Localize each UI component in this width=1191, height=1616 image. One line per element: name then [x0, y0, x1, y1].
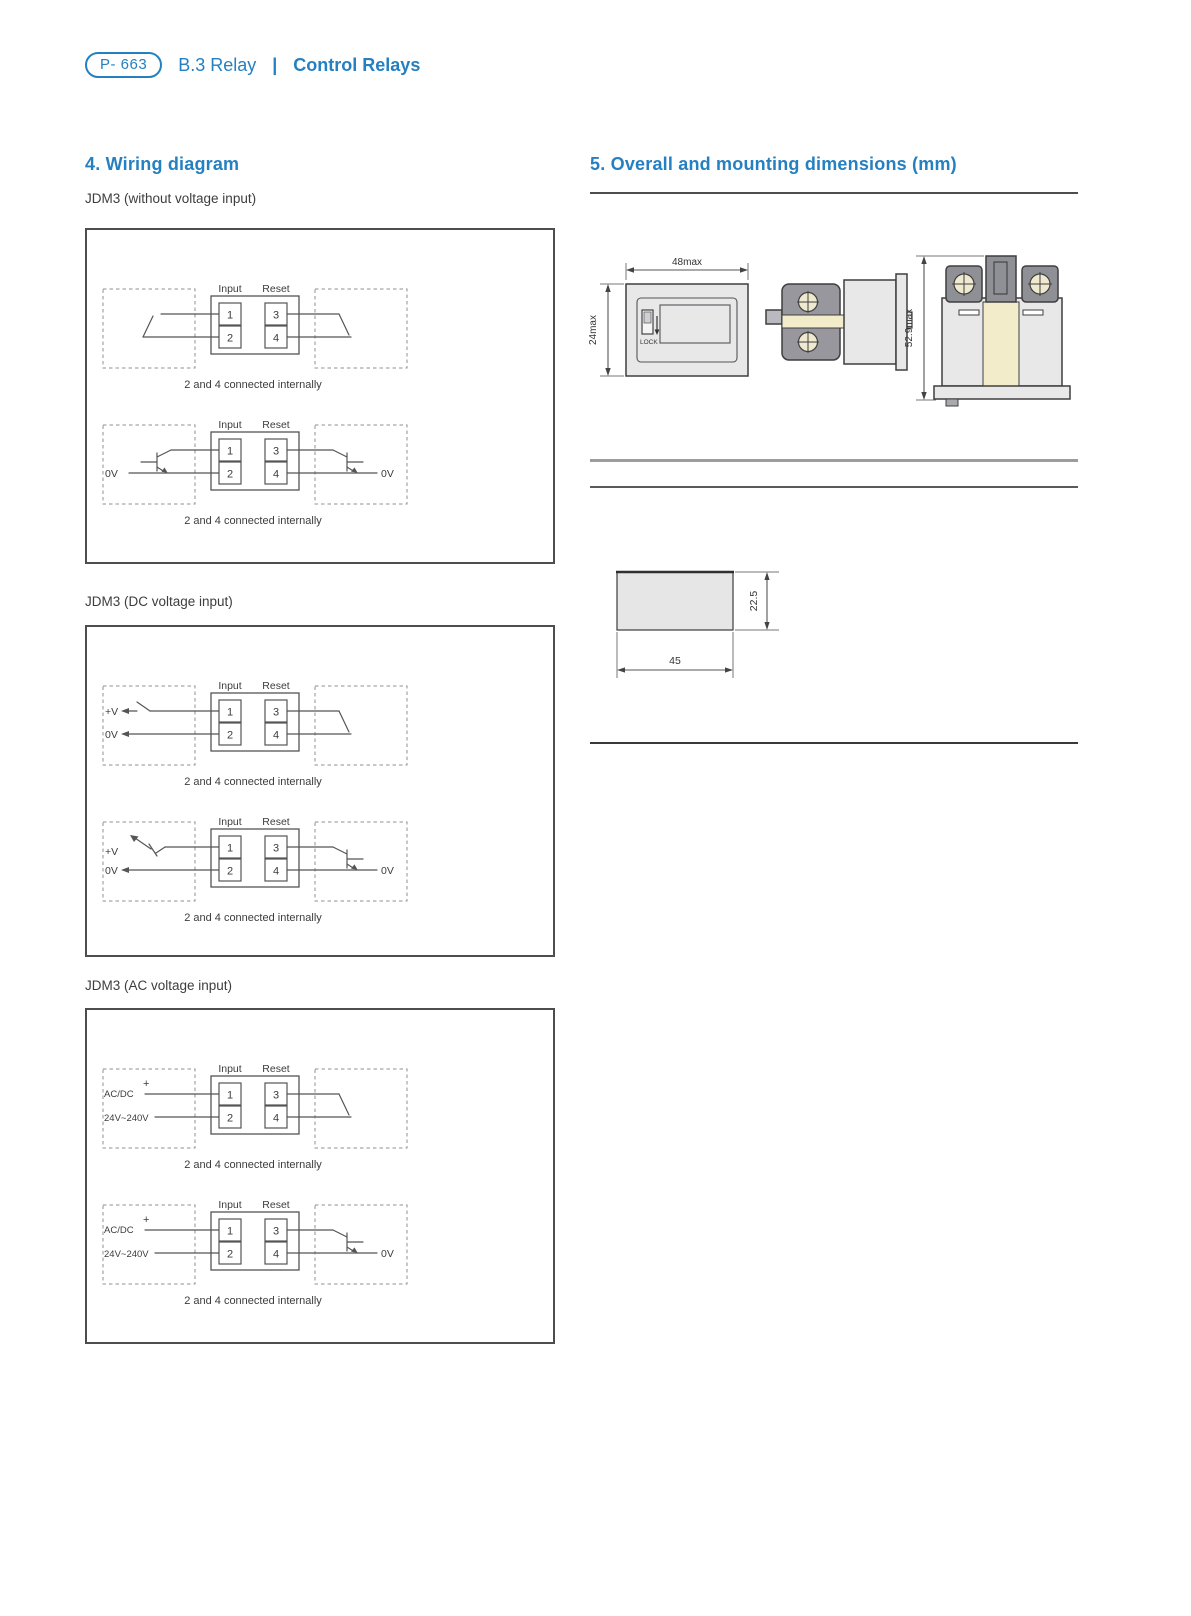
total-height-dimension-label: 52.9max	[904, 308, 915, 348]
svg-text:3: 3	[272, 1225, 280, 1238]
left-0v-label: 0V	[105, 468, 118, 480]
right-contact-symbol	[287, 1094, 351, 1117]
plus-sign: +	[143, 1214, 150, 1226]
right-npn-symbol	[287, 450, 377, 473]
zero-v-label: 0V	[105, 729, 118, 741]
svg-text:1: 1	[226, 706, 234, 719]
svg-text:2: 2	[226, 729, 234, 742]
left-ac-wires	[145, 1094, 219, 1117]
svg-text:3: 3	[272, 445, 280, 458]
svg-text:Reset: Reset	[262, 419, 290, 431]
left-dc-switch-symbol	[121, 702, 219, 737]
svg-text:Input: Input	[218, 816, 242, 828]
svg-text:Reset: Reset	[262, 1199, 290, 1211]
diagram-ac-contact	[93, 1046, 433, 1176]
svg-text:Reset: Reset	[262, 1063, 290, 1075]
left-ac-wires	[145, 1230, 219, 1253]
acdc-label: AC/DC	[104, 1225, 134, 1236]
group3-label: JDM3 (AC voltage input)	[85, 978, 233, 993]
cutout-rect	[617, 572, 733, 630]
svg-text:1: 1	[226, 1225, 234, 1238]
center-post	[986, 256, 1016, 302]
cutout-height-label: 22.5	[748, 590, 760, 612]
vent-slot-right	[1023, 310, 1043, 315]
terminal-1: 1	[226, 309, 234, 322]
right-npn-symbol	[287, 847, 377, 870]
acdc-label: AC/DC	[104, 1089, 134, 1100]
divider-rule-1	[590, 459, 1078, 462]
svg-text:Input: Input	[218, 419, 242, 431]
section5-underline	[590, 192, 1078, 194]
base-plate	[934, 386, 1070, 399]
vent-slot-left	[959, 310, 979, 315]
svg-text:2 and 4 connected internally: 2 and 4 connected internally	[184, 776, 322, 788]
rear-view-drawing	[886, 238, 1081, 416]
diagram-npn-npn	[93, 402, 433, 532]
page-header	[85, 52, 420, 78]
terminal-2: 2	[226, 332, 234, 345]
right-0v-label: 0V	[381, 1248, 394, 1260]
base-tab	[946, 399, 958, 406]
left-dashed-enclosure	[103, 289, 195, 368]
right-0v-label: 0V	[381, 468, 394, 480]
wiring-box-ac-voltage	[85, 1008, 555, 1344]
side-mounting-tab	[766, 310, 782, 324]
left-contact-symbol	[143, 314, 219, 337]
right-npn-symbol	[287, 1230, 377, 1253]
svg-text:2: 2	[226, 1248, 234, 1261]
svg-text:Reset: Reset	[262, 816, 290, 828]
svg-text:2 and 4 connected internally: 2 and 4 connected internally	[184, 515, 322, 527]
left-pnp-symbol	[121, 835, 219, 873]
height-dimension-label: 24max	[588, 314, 599, 346]
wiring-box-dc-voltage	[85, 625, 555, 957]
svg-text:2: 2	[226, 468, 234, 481]
section5-title: 5. Overall and mounting dimensions (mm)	[590, 154, 957, 174]
svg-text:Input: Input	[218, 1063, 242, 1075]
svg-text:2: 2	[226, 865, 234, 878]
group1-label: JDM3 (without voltage input)	[85, 191, 257, 206]
terminal-4: 4	[272, 332, 280, 345]
svg-text:4: 4	[272, 468, 280, 481]
diagram-caption: 2 and 4 connected internally	[184, 379, 322, 391]
diagram-dc-contact	[93, 663, 433, 793]
svg-text:3: 3	[272, 706, 280, 719]
lock-label: LOCK	[640, 339, 658, 346]
voltage-range-label: 24V~240V	[104, 1249, 149, 1260]
beige-strip	[983, 302, 1019, 387]
plus-sign: +	[143, 1078, 150, 1090]
divider-rule-3	[590, 742, 1078, 744]
svg-text:Input: Input	[218, 680, 242, 692]
diagram-ac-npn	[93, 1182, 433, 1312]
input-label: Input	[218, 283, 242, 295]
right-contact-symbol	[287, 314, 351, 337]
svg-text:2 and 4 connected internally: 2 and 4 connected internally	[184, 912, 322, 924]
title-separator: |	[272, 54, 278, 75]
svg-text:2 and 4 connected internally: 2 and 4 connected internally	[184, 1159, 322, 1171]
category-name: Control Relays	[293, 54, 421, 75]
plus-v-label: +V	[105, 846, 119, 858]
diagram-contact-contact	[93, 266, 433, 396]
svg-text:1: 1	[226, 1089, 234, 1102]
width-dimension-label: 48max	[671, 257, 703, 268]
svg-text:4: 4	[272, 729, 280, 742]
divider-rule-2	[590, 486, 1078, 488]
section4-title: 4. Wiring diagram	[85, 154, 240, 174]
group2-label: JDM3 (DC voltage input)	[85, 594, 233, 609]
right-dashed-enclosure	[315, 289, 407, 368]
diagram-dc-npn	[93, 799, 433, 929]
svg-text:4: 4	[272, 865, 280, 878]
svg-text:1: 1	[226, 842, 234, 855]
reset-label: Reset	[262, 283, 290, 295]
product-name: B.3 Relay	[178, 54, 257, 75]
zero-v-label: 0V	[105, 865, 118, 877]
svg-text:2: 2	[226, 1112, 234, 1125]
right-contact-symbol	[287, 711, 351, 734]
panel-cutout-drawing	[607, 560, 797, 690]
svg-text:Input: Input	[218, 1199, 242, 1211]
svg-text:3: 3	[272, 1089, 280, 1102]
cutout-width-label: 45	[669, 655, 681, 667]
terminal-3: 3	[272, 309, 280, 322]
front-view-drawing	[580, 246, 765, 386]
right-0v-label: 0V	[381, 865, 394, 877]
page-number-badge: P- 663	[85, 52, 162, 78]
svg-text:Reset: Reset	[262, 680, 290, 692]
svg-text:4: 4	[272, 1112, 280, 1125]
beige-strip	[782, 315, 844, 328]
plus-v-label: +V	[105, 706, 119, 718]
svg-text:1: 1	[226, 445, 234, 458]
svg-text:3: 3	[272, 842, 280, 855]
voltage-range-label: 24V~240V	[104, 1113, 149, 1124]
svg-text:2 and 4 connected internally: 2 and 4 connected internally	[184, 1295, 322, 1307]
svg-text:4: 4	[272, 1248, 280, 1261]
left-npn-symbol	[129, 450, 219, 473]
wiring-box-without-voltage	[85, 228, 555, 564]
